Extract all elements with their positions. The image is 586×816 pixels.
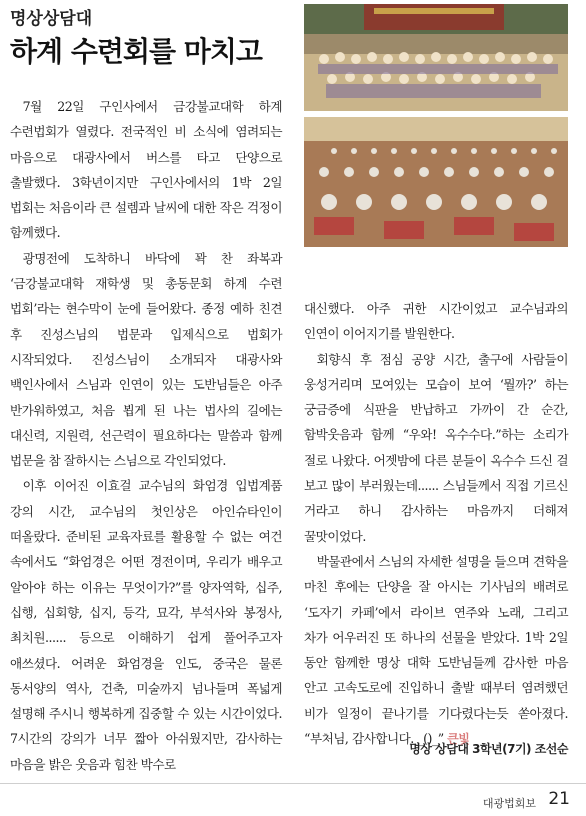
article-paragraph-last bbox=[304, 549, 568, 752]
article-paragraph: 대신했다. 아주 귀한 시간이었고 교수님과의 인연이 이어지기를 발원한다. bbox=[304, 301, 568, 342]
publication-name: 대광법회보 bbox=[482, 797, 536, 810]
hall-photo bbox=[304, 117, 568, 247]
section-label: 명상상담대 bbox=[10, 9, 93, 29]
group-photo bbox=[304, 4, 568, 111]
article-paragraph: 광명전에 도착하니 바닥에 꽉 찬 좌복과 ‘금강불교대학 재학생 및 총동문회 하계 수련 법회’라는 현수막이 눈에 들어왔다. 종정 예하 친견 후 진성스님의 법문과 입제식으로 법회가 시작되었다. 진성스님이 소개되자 대광사와 백인사에서 스님과 인연이 있는 도반님들은 아주 반가워하였고, 처음 뵙게 된 나는 법사의 길에는 대신력, 지원력, 선근력이 필요하다는 말씀과 함께 법문을 참 잘하시는 스님으로 각인되었다. bbox=[10, 250, 282, 469]
closing-mark: 큰빛 bbox=[447, 732, 470, 747]
article-paragraph: 7월 22일 구인사에서 금강불교대학 하계 수련법회가 열렸다. 전국적인 비 소식에 염려되는 마음으로 대광사에서 버스를 타고 단양으로 출발했다. 3학년이지만 구인사에서의 1박 2일 법회는 처음이라 큰 설렘과 날씨에 대한 작은 걱정이 함께했다. bbox=[10, 99, 282, 241]
footer-divider bbox=[0, 783, 586, 784]
article-paragraph: 회향식 후 점심 공양 시간, 출구에 사람들이 웅성거리며 모여있는 모습이 보여 ‘뭘까?’ 하는 궁금증에 식판을 반납하고 가까이 간 순간, 함박웃음과 함께 “우와! 옥수수다.”하는 소리가 절로 나왔다. 어젯밤에 다른 분들이 옥수수 드신 걸 보고 많이 부러웠는데...... 스님들께서 직접 기르신 거라고 하니 감사하는 마음까지 더해져 꿀맛이었다. bbox=[304, 351, 568, 544]
article-left-column bbox=[10, 94, 282, 777]
author-byline: 명상 상담대 3학년(7기) 조선순 bbox=[409, 742, 568, 756]
page-title: 하계 수련회를 마치고 bbox=[10, 35, 262, 68]
page-number: 21 bbox=[548, 789, 570, 809]
article-right-column bbox=[304, 296, 568, 752]
article-paragraph: 이후 이어진 이효걸 교수님의 화엄경 입법계품 강의 시간, 교수님의 첫인상은 아인슈타인이 떠올랐다. 준비된 교육자료를 활용할 수 없는 여건 속에서도 “화엄경은 어떤 경전이며, 우리가 배우고 알아야 하는 이유는 무엇이가?”를 양자역학, 십주, 십행, 십회향, 십지, 등각, 묘각, 부석사와 봉정사, 최치원...... 등으로 이해하기 쉽게 풀어주고자 애쓰셨다. 어려운 화엄경을 인도, 중국은 물론 동서양의 역사, 건축, 미술까지 넘나들며 폭넓게 설명해 주시니 행복하게 집중할 수 있는 시간이었다. 7시간의 강의가 너무 짧아 아쉬웠지만, 감사하는 마음을 밝은 웃음과 힘찬 박수로 bbox=[10, 478, 282, 772]
article-paragraph-text: 박물관에서 스님의 자세한 설명을 들으며 견학을 마친 후에는 단양을 잘 아시는 기사님의 배려로 ‘도자기 카페’에서 라이브 연주와 노래, 그리고 차가 어우러진 또 하나의 선물을 받았다. 1박 2일 동안 함께한 명상 대학 도반님들께 감사한 마음 안고 고속도로에 진입하니 출발 때부터 염려했던 비가 일정이 끝나기를 기다렸다는듯 쏟아졌다. “부처님, 감사합니다. _()_” bbox=[304, 553, 568, 747]
